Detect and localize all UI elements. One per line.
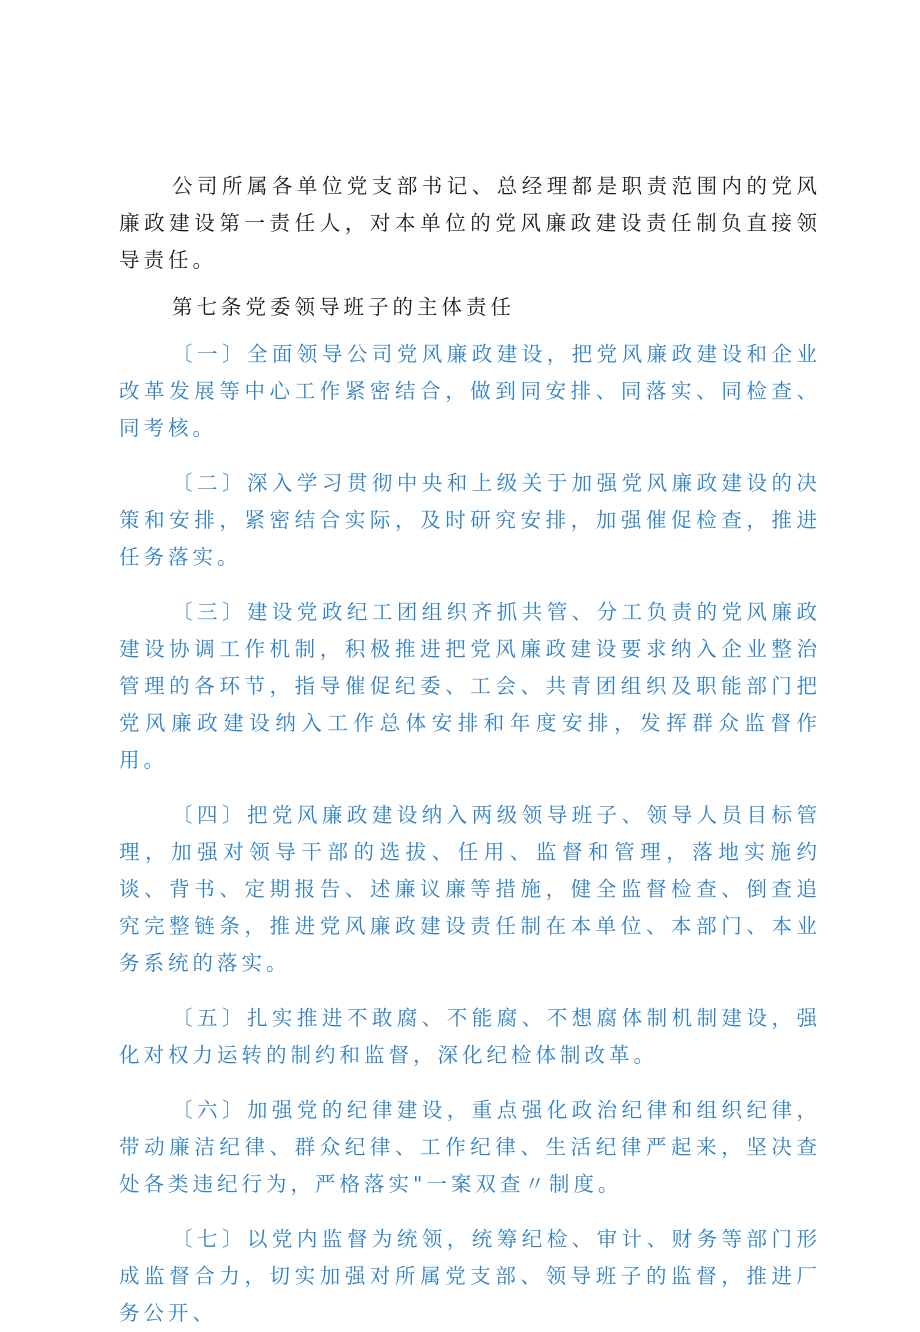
- document-body: [119, 168, 821, 1332]
- paragraph-item-4: 〔四〕把党风廉政建设纳入两级领导班子、领导人员目标管理，加强对领导干部的选拔、任用、监督和管理，落地实施约谈、背书、定期报告、述廉议廉等措施，健全监督检查、倒查追究完整链条，推进党风廉政建设责任制在本单位、本部门、本业务系统的落实。: [119, 803, 821, 975]
- paragraph-item-3: 〔三〕建设党政纪工团组织齐抓共管、分工负责的党风廉政建设协调工作机制，积极推进把党风廉政建设要求纳入企业整治管理的各环节，指导催促纪委、工会、共青团组织及职能部门把党风廉政建设纳入工作总体安排和年度安排，发挥群众监督作用。: [119, 600, 821, 772]
- paragraph-item-5: 〔五〕扎实推进不敢腐、不能腐、不想腐体制机制建设，强化对权力运转的制约和监督，深化纪检体制改革。: [119, 1006, 821, 1067]
- paragraph-item-6: 〔六〕加强党的纪律建设，重点强化政治纪律和组织纪律，带动廉洁纪律、群众纪律、工作纪律、生活纪律严起来，坚决查处各类违纪行为，严格落实"一案双查〃制度。: [119, 1098, 821, 1196]
- article-seven-heading: 第七条党委领导班子的主体责任: [172, 295, 515, 319]
- paragraph-responsibility-intro: 公司所属各单位党支部书记、总经理都是职责范围内的党风廉政建设第一责任人，对本单位的党风廉政建设责任制负直接领导责任。: [119, 174, 821, 272]
- paragraph-item-2: 〔二〕深入学习贯彻中央和上级关于加强党风廉政建设的决策和安排，紧密结合实际，及时研究安排，加强催促检查，推进任务落实。: [119, 471, 821, 569]
- paragraph-item-1: 〔一〕全面领导公司党风廉政建设，把党风廉政建设和企业改革发展等中心工作紧密结合，做到同安排、同落实、同检查、同考核。: [119, 342, 821, 440]
- paragraph-item-7: 〔七〕以党内监督为统领，统筹纪检、审计、财务等部门形成监督合力，切实加强对所属党支部、领导班子的监督，推进厂务公开、: [119, 1227, 821, 1325]
